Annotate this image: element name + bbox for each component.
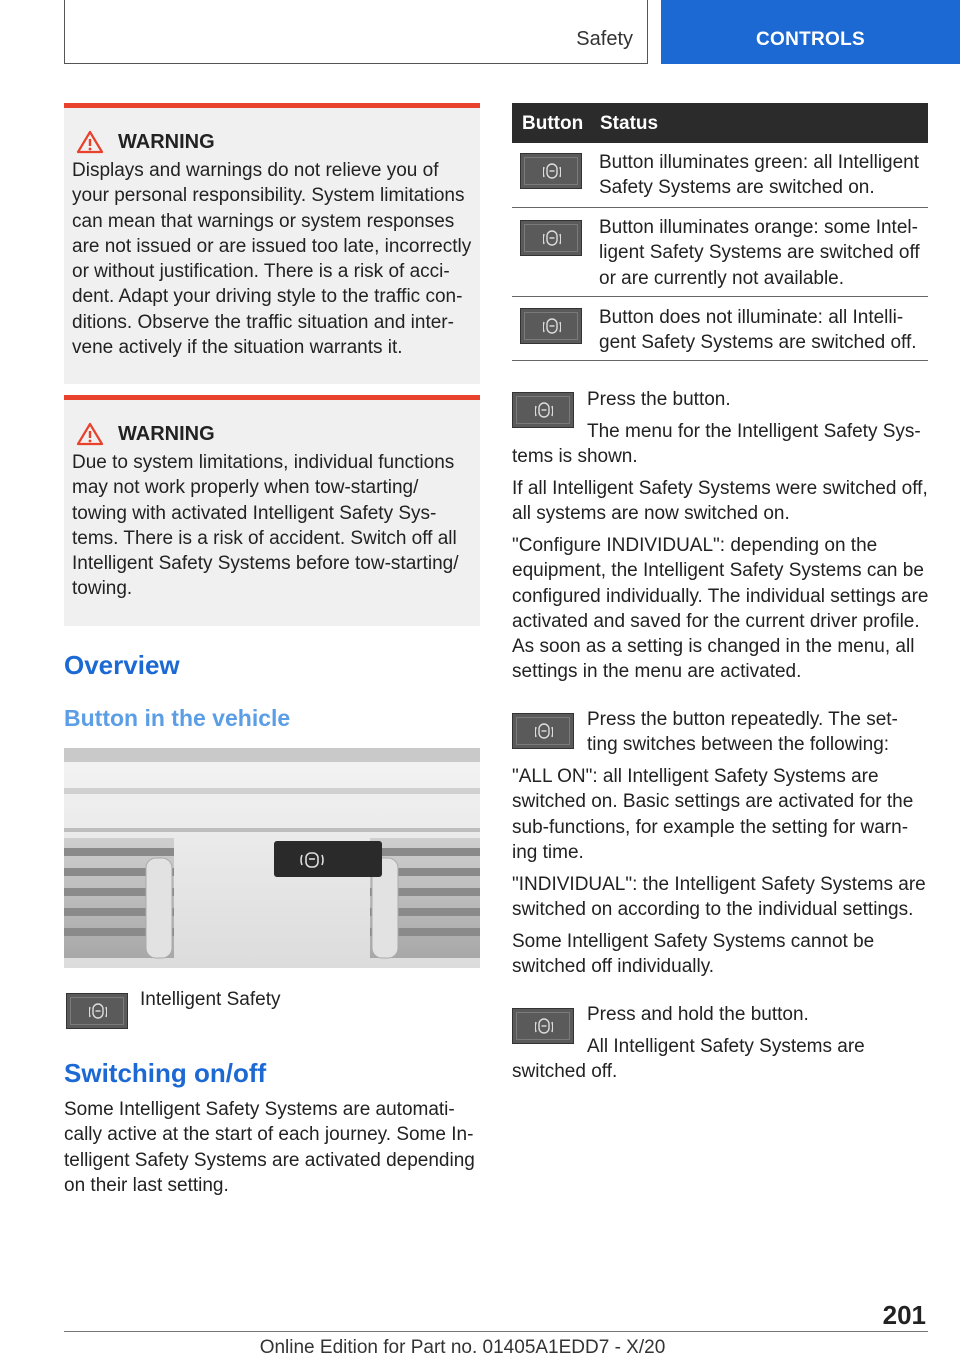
footer-edition: Online Edition for Part no. 01405A1EDD7 - X/20 xyxy=(259,1337,666,1358)
switching-heading: Switching on/off xyxy=(64,1058,267,1088)
col-status-header: Status xyxy=(600,113,659,134)
warning-triangle-icon xyxy=(76,130,104,154)
chapter-tab[interactable] xyxy=(661,0,960,64)
table-divider xyxy=(512,360,928,361)
table-divider xyxy=(512,207,928,208)
press-repeat-instruction: Press the button repeatedly. The set-ting switches between the following: xyxy=(587,709,898,756)
press-instruction: Press the button. xyxy=(587,389,731,410)
table-row-status: Button does not illuminate: all Intelli-gent Safety Systems are switched off. xyxy=(599,307,917,354)
button-caption: Intelligent Safety xyxy=(140,989,281,1010)
section-title: Safety xyxy=(576,28,633,50)
individual-text: "INDIVIDUAL": the Intelligent Safety Systems are switched on according to the individual settings. xyxy=(512,874,926,921)
header-frame xyxy=(64,0,648,64)
warning-title: WARNING xyxy=(76,422,472,446)
menu-shown-text: The menu for the Intelligent Safety Sys-tems is shown. xyxy=(512,421,921,468)
all-off-text: All Intelligent Safety Systems are switched off. xyxy=(512,1036,865,1083)
button-green-icon xyxy=(520,153,582,189)
warning-text: Displays and warnings do not relieve you of your personal responsibility. System limitations can mean that warnings or system responses are not issued or are issued too late, incorrectly or without justification. There is a risk of acci-dent. Adapt your driving style to the traffic con-ditions. Observe the traffic situation and inter-vene actively if the situation warrants it. xyxy=(72,160,472,359)
warning-box-2 xyxy=(64,395,480,626)
status-table-header xyxy=(512,103,928,143)
table-divider xyxy=(512,296,928,297)
footer-divider xyxy=(64,1331,928,1332)
switching-text: Some Intelligent Safety Systems are automati-cally active at the start of each journey. Some In-telligent Safety Systems are activated depending on their last setting. xyxy=(64,1099,475,1196)
page-number: 201 xyxy=(882,1300,926,1330)
all-on-text: "ALL ON": all Intelligent Safety Systems are switched on. Basic settings are activated for the sub-functions, for example the setting for warn-ing time. xyxy=(512,766,914,863)
button-off-icon xyxy=(520,308,582,344)
button-orange-icon xyxy=(520,220,582,256)
intelligent-safety-button-icon xyxy=(66,993,128,1029)
warning-box-1 xyxy=(64,103,480,384)
all-switched-on-text: If all Intelligent Safety Systems were switched off, all systems are now switched on. xyxy=(512,478,928,525)
press-hold-instruction: Press and hold the button. xyxy=(587,1004,809,1025)
table-row-status: Button illuminates orange: some Intel-ligent Safety Systems are switched off or are currently not available. xyxy=(599,217,920,289)
overview-heading: Overview xyxy=(64,650,180,680)
button-in-vehicle-heading: Button in the vehicle xyxy=(64,705,291,731)
left-air-vent xyxy=(64,838,174,958)
dashboard-button-photo xyxy=(64,748,480,968)
configure-individual-text: "Configure INDIVIDUAL": depending on the equipment, the Intelligent Safety Systems can be configured individually. The individual settings are activated and saved for the current driver profile. As soon as a setting is changed in the menu, all settings in the menu are activated. xyxy=(512,535,929,683)
table-row-status: Button illuminates green: all Intelligent Safety Systems are switched on. xyxy=(599,152,920,199)
warning-triangle-icon xyxy=(76,422,104,446)
col-button-header: Button xyxy=(522,113,584,134)
press-repeat-button-icon xyxy=(512,713,574,749)
warning-title: WARNING xyxy=(76,130,472,154)
warning-text: Due to system limitations, individual functions may not work properly when tow-starting/ towing with activated Intelligent Safety Sys-tems. There is a risk of accident. Switch off all Intelligent Safety Systems before tow-starting/ towing. xyxy=(72,452,459,600)
cannot-switch-off-text: Some Intelligent Safety Systems cannot be switched off individually. xyxy=(512,931,875,978)
chapter-label: CONTROLS xyxy=(755,29,865,50)
right-air-vent xyxy=(370,838,480,958)
